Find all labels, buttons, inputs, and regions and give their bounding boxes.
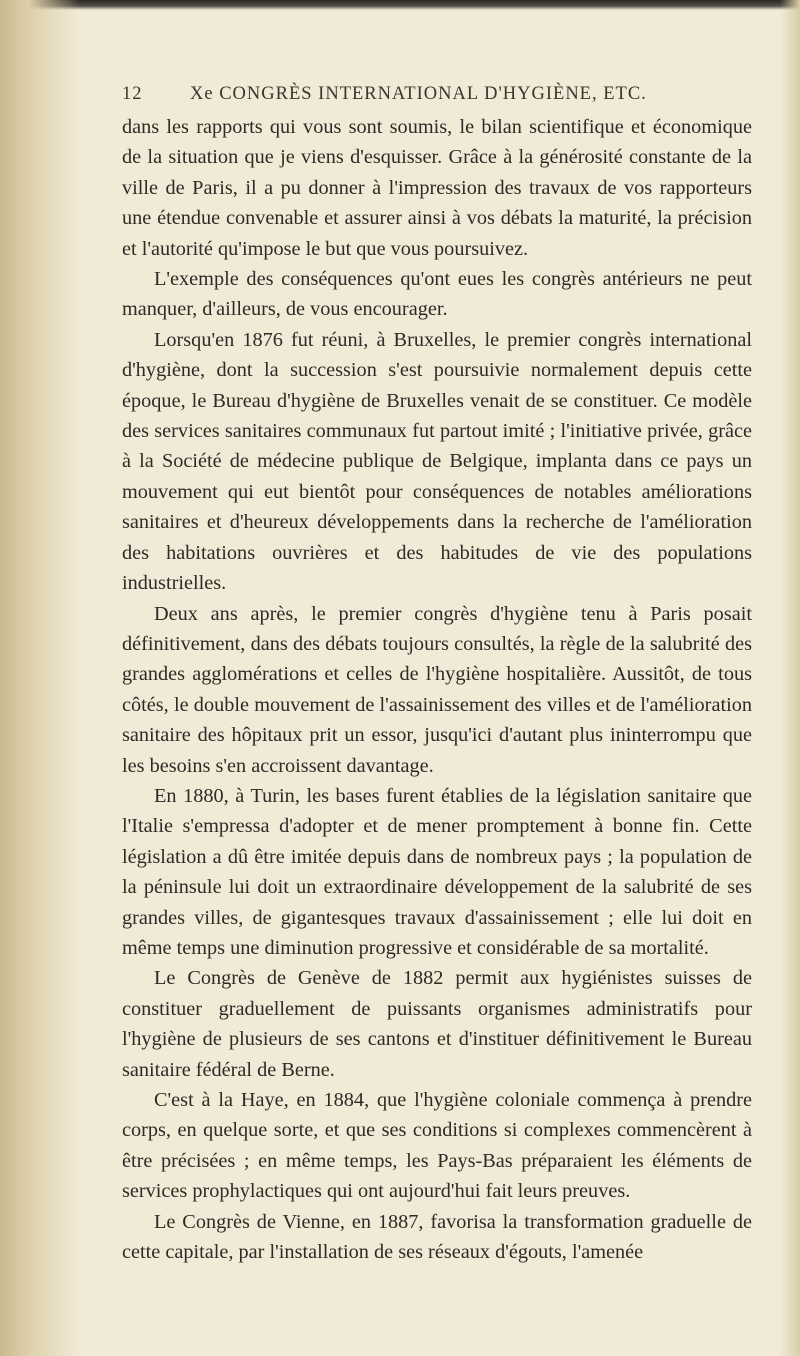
page-top-shadow	[0, 0, 800, 10]
page-right-discoloration	[780, 0, 800, 1356]
page-left-discoloration	[0, 0, 80, 1356]
paragraph-3: Lorsqu'en 1876 fut réuni, à Bruxelles, le premier congrès international d'hygiène, dont la succession s'est poursuivie normalement depuis cette époque, le Bureau d'hygiène de Bruxelles venait de se constituer. Ce modèle des services sanitaires communaux fut partout imité ; l'initiative privée, grâce à la Société de médecine publique de Belgique, implanta dans ce pays un mouvement qui eut bientôt pour conséquences de notables améliorations sanitaires et d'heureux développements dans la recherche de l'amélioration des habitations ouvrières et des habitudes de vie des populations industrielles.	[122, 328, 752, 595]
paragraph-7: C'est à la Haye, en 1884, que l'hygiène coloniale commença à prendre corps, en quelque sorte, et que ses conditions si complexes commencèrent à être précisées ; en même temps, les Pays-Bas préparaient les éléments de services prophylactiques qui ont aujourd'hui fait leurs preuves.	[122, 1089, 752, 1203]
page-number: 12	[122, 84, 143, 104]
running-head	[122, 84, 742, 105]
paragraph-4: Deux ans après, le premier congrès d'hygiène tenu à Paris posait définitivement, dans des débats toujours consultés, la règle de la salubrité des grandes agglomérations et celles de l'hygiène hospitalière. Aussitôt, de tous côtés, le double mouvement de l'assainissement des villes et de l'amélioration sanitaire des hôpitaux prit un essor, jusqu'ici d'autant plus ininterrompu que les besoins s'en accroissent davantage.	[122, 602, 752, 777]
paragraph-5: En 1880, à Turin, les bases furent établies de la législation sanitaire que l'Italie s'empressa d'adopter et de mener promptement à bonne fin. Cette législation a dû être imitée depuis dans de nombreux pays ; la population de la péninsule lui doit un extraordinaire développement de la salubrité de ses grandes villes, de gigantesques travaux d'assainissement ; elle lui doit en même temps une diminution progressive et considérable de sa mortalité.	[122, 784, 752, 959]
paragraph-1: dans les rapports qui vous sont soumis, le bilan scientifique et économique de la situation que je viens d'esquisser. Grâce à la générosité constante de la ville de Paris, il a pu donner à l'impression des travaux de vos rapporteurs une étendue convenable et assurer ainsi à vos débats la maturité, la précision et l'autorité qu'impose le but que vous poursuivez.	[122, 116, 752, 260]
running-title: Xe CONGRÈS INTERNATIONAL D'HYGIÈNE, ETC.	[190, 84, 647, 104]
paragraph-8: Le Congrès de Vienne, en 1887, favorisa la transformation graduelle de cette capitale, par l'installation de ses réseaux d'égouts, l'amenée	[122, 1210, 752, 1264]
body-text	[122, 112, 752, 1267]
paragraph-2: L'exemple des conséquences qu'ont eues les congrès antérieurs ne peut manquer, d'ailleurs, de vous encourager.	[122, 268, 752, 321]
paragraph-6: Le Congrès de Genève de 1882 permit aux hygiénistes suisses de constituer graduellement de puissants organismes administratifs pour l'hygiène de plusieurs de ses cantons et d'instituer définitivement le Bureau sanitaire fédéral de Berne.	[122, 967, 752, 1081]
